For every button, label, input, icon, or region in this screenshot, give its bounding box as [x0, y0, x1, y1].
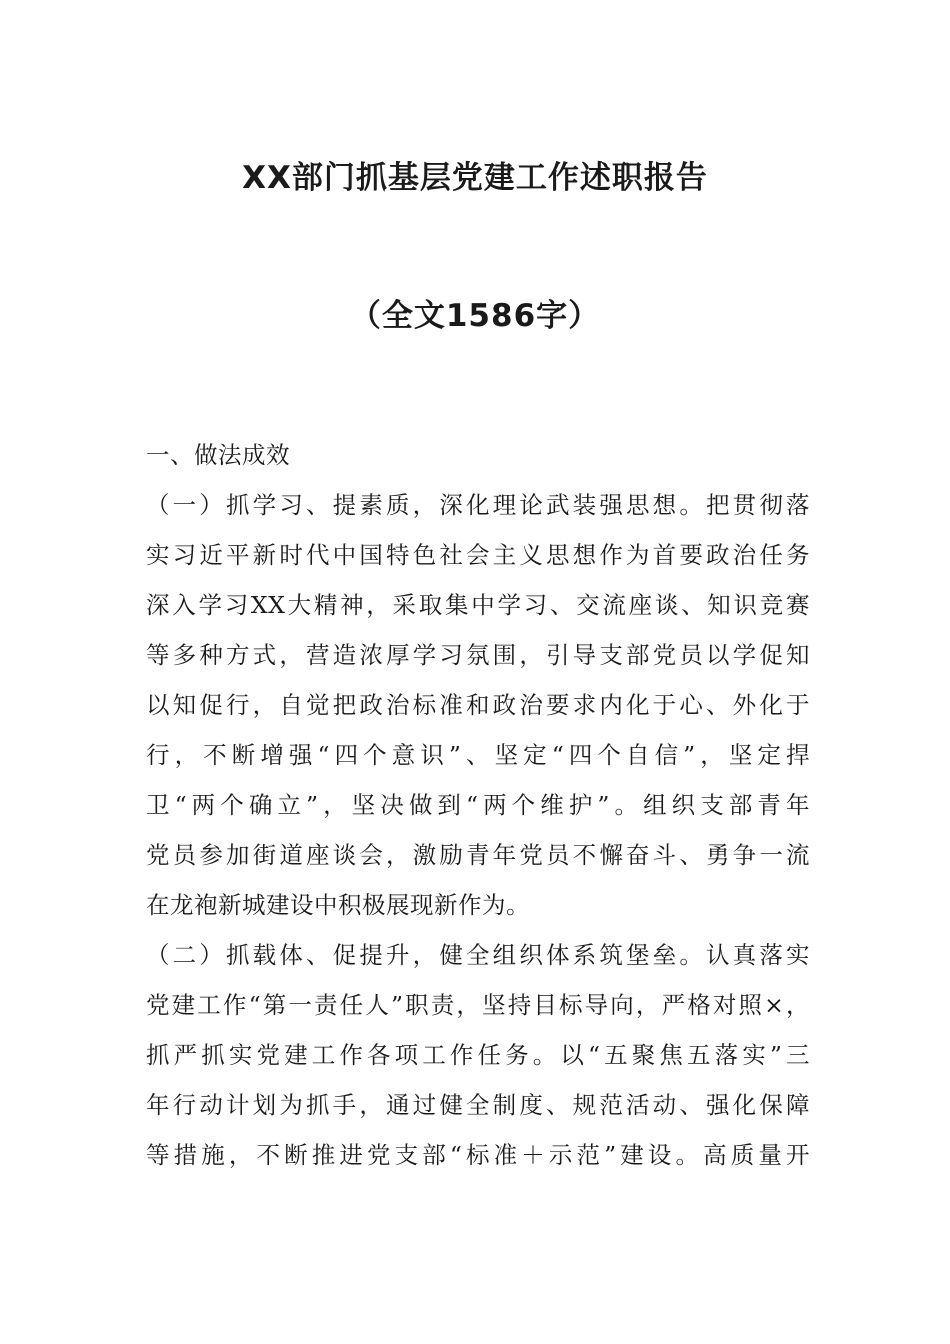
body-line: 以知促行，自觉把政治标准和政治要求内化于心、外化于 [146, 691, 810, 719]
document-subtitle: （全文1586字） [349, 298, 601, 334]
body-line: 实习近平新时代中国特色社会主义思想作为首要政治任务 [146, 541, 810, 569]
body-line: 行，不断增强“四个意识”、坚定“四个自信”，坚定捍 [146, 741, 810, 769]
body-line: 等措施，不断推进党支部“标准＋示范”建设。高质量开 [146, 1141, 810, 1169]
body-line: （一）抓学习、提素质，深化理论武装强思想。把贯彻落 [146, 491, 810, 519]
body-line: 党建工作“第一责任人”职责，坚持目标导向，严格对照×， [146, 991, 810, 1019]
body-line: 党员参加街道座谈会，激励青年党员不懈奋斗、勇争一流 [146, 841, 810, 869]
body-line: 卫“两个确立”，坚决做到“两个维护”。组织支部青年 [146, 791, 810, 819]
body-line: 等多种方式，营造浓厚学习氛围，引导支部党员以学促知 [146, 641, 810, 669]
document-body [146, 430, 810, 1180]
document-title: XX部门抓基层党建工作述职报告 [242, 160, 708, 196]
body-line: 抓严抓实党建工作各项工作任务。以“五聚焦五落实”三 [146, 1041, 810, 1069]
body-line: 年行动计划为抓手，通过健全制度、规范活动、强化保障 [146, 1091, 810, 1119]
body-line: 在龙袍新城建设中积极展现新作为。 [146, 891, 530, 919]
section-heading: 一、做法成效 [146, 441, 290, 469]
body-line: （二）抓载体、促提升，健全组织体系筑堡垒。认真落实 [146, 941, 810, 969]
body-line: 深入学习XX大精神，采取集中学习、交流座谈、知识竞赛 [146, 591, 810, 619]
